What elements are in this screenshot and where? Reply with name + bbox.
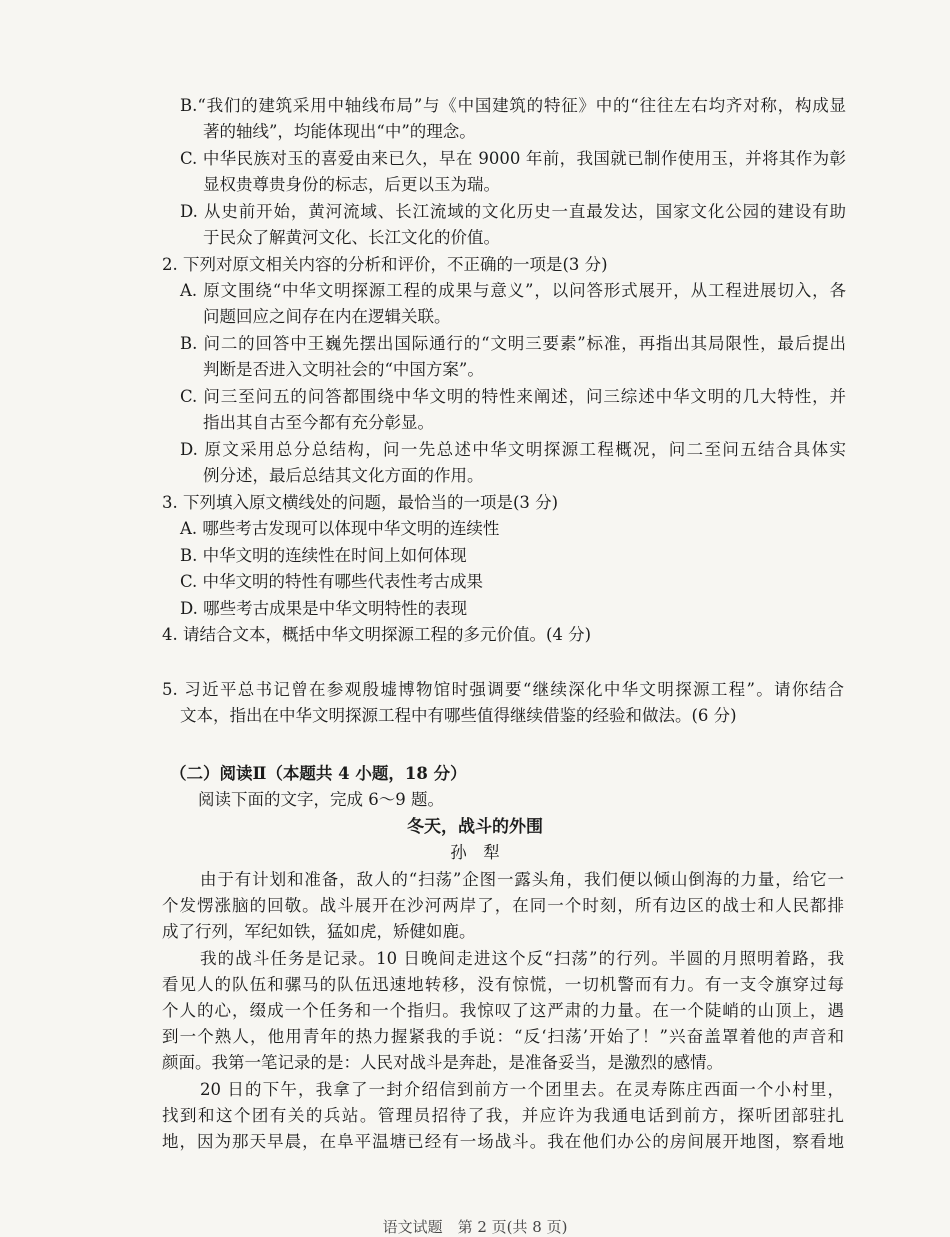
paragraph-1-line-1: 由于有计划和准备，敌人的“扫荡”企图一露头角，我们便以倾山倒海的力量，给它一	[200, 870, 844, 889]
q3-option-d: D. 哪些考古成果是中华文明特性的表现	[180, 599, 468, 618]
option-b-line-2: 著的轴线”，均能体现出“中”的理念。	[203, 122, 476, 141]
q2-option-c-line-2: 指出其自古至今都有充分彰显。	[203, 413, 434, 432]
q2-option-a-line-2: 问题回应之间存在内在逻辑关联。	[203, 307, 451, 326]
page-footer: 语文试题 第 2 页(共 8 页)	[382, 1218, 568, 1236]
paragraph-1-line-3: 成了行列，军纪如铁，猛如虎，矫健如鹿。	[162, 922, 476, 941]
question-4: 4. 请结合文本，概括中华文明探源工程的多元价值。(4 分)	[162, 625, 592, 644]
question-5-line-1: 5. 习近平总书记曾在参观殷墟博物馆时强调要“继续深化中华文明探源工程”。请你结合	[162, 680, 844, 699]
option-c-line-1: C. 中华民族对玉的喜爱由来已久，早在 9000 年前，我国就已制作使用玉，并将其作为彰	[180, 149, 846, 168]
q2-option-a-line-1: A. 原文围绕“中华文明探源工程的成果与意义”，以问答形式展开，从工程进展切入，各	[180, 281, 846, 300]
question-2: 2. 下列对原文相关内容的分析和评价，不正确的一项是(3 分)	[162, 255, 608, 274]
article-title: 冬天，战斗的外围	[407, 817, 543, 837]
paragraph-3-line-3: 地，因为那天早晨，在阜平温塘已经有一场战斗。我在他们办公的房间展开地图，察看地	[162, 1132, 844, 1151]
q2-option-d-line-1: D. 原文采用总分总结构，问一先总述中华文明探源工程概况，问二至问五结合具体实	[180, 440, 846, 459]
paragraph-2-line-3: 个人的心，缀成一个任务和一个指归。我惊叹了这严肃的力量。在一个陡峭的山顶上，遇	[162, 1001, 844, 1020]
q3-option-c: C. 中华文明的特性有哪些代表性考古成果	[180, 572, 484, 591]
option-d-line-1: D. 从史前开始，黄河流域、长江流域的文化历史一直最发达，国家文化公园的建设有助	[180, 202, 846, 221]
q3-option-b: B. 中华文明的连续性在时间上如何体现	[180, 546, 467, 565]
question-3: 3. 下列填入原文横线处的问题，最恰当的一项是(3 分)	[162, 493, 559, 512]
option-b-line-1: B.“我们的建筑采用中轴线布局”与《中国建筑的特征》中的“往往左右均齐对称，构成显	[180, 96, 846, 115]
paragraph-2-line-4: 到一个熟人，他用青年的热力握紧我的手说：“反‘扫荡’开始了！”兴奋盖罩着他的声音和	[162, 1027, 844, 1046]
q2-option-d-line-2: 例分述，最后总结其文化方面的作用。	[203, 466, 484, 485]
q2-option-b-line-2: 判断是否进入文明社会的“中国方案”。	[203, 360, 484, 379]
q2-option-b-line-1: B. 问二的回答中王巍先摆出国际通行的“文明三要素”标准，再指出其局限性，最后提出	[180, 334, 846, 353]
paragraph-3-line-1: 20 日的下午，我拿了一封介绍信到前方一个团里去。在灵寿陈庄西面一个小村里，	[200, 1080, 844, 1099]
paragraph-2-line-1: 我的战斗任务是记录。10 日晚间走进这个反“扫荡”的行列。半圆的月照明着路，我	[200, 949, 844, 968]
q2-option-c-line-1: C. 问三至问五的问答都围绕中华文明的特性来阐述，问三综述中华文明的几大特性，并	[180, 387, 846, 406]
section-instruction: 阅读下面的文字，完成 6～9 题。	[198, 790, 444, 809]
paragraph-2-line-5: 颜面。我第一笔记录的是：人民对战斗是奔赴，是准备妥当，是激烈的感情。	[162, 1053, 723, 1072]
option-d-line-2: 于民众了解黄河文化、长江文化的价值。	[203, 228, 500, 247]
paragraph-2-line-2: 看见人的队伍和骡马的队伍迅速地转移，没有惊慌，一切机警而有力。有一支令旗穿过每	[162, 975, 844, 994]
paragraph-1-line-2: 个发愣涨脑的回敬。战斗展开在沙河两岸了，在同一个时刻，所有边区的战士和人民都排	[162, 896, 844, 915]
paragraph-3-line-2: 找到和这个团有关的兵站。管理员招待了我，并应许为我通电话到前方，探听团部驻扎	[162, 1106, 844, 1125]
question-5-line-2: 文本，指出在中华文明探源工程中有哪些值得继续借鉴的经验和做法。(6 分)	[180, 706, 737, 725]
q3-option-a: A. 哪些考古发现可以体现中华文明的连续性	[180, 519, 500, 538]
option-c-line-2: 显权贵尊贵身份的标志，后更以玉为瑞。	[203, 175, 500, 194]
section-heading: （二）阅读Ⅱ（本题共 4 小题，18 分）	[170, 764, 467, 783]
article-author: 孙 犁	[450, 843, 500, 862]
